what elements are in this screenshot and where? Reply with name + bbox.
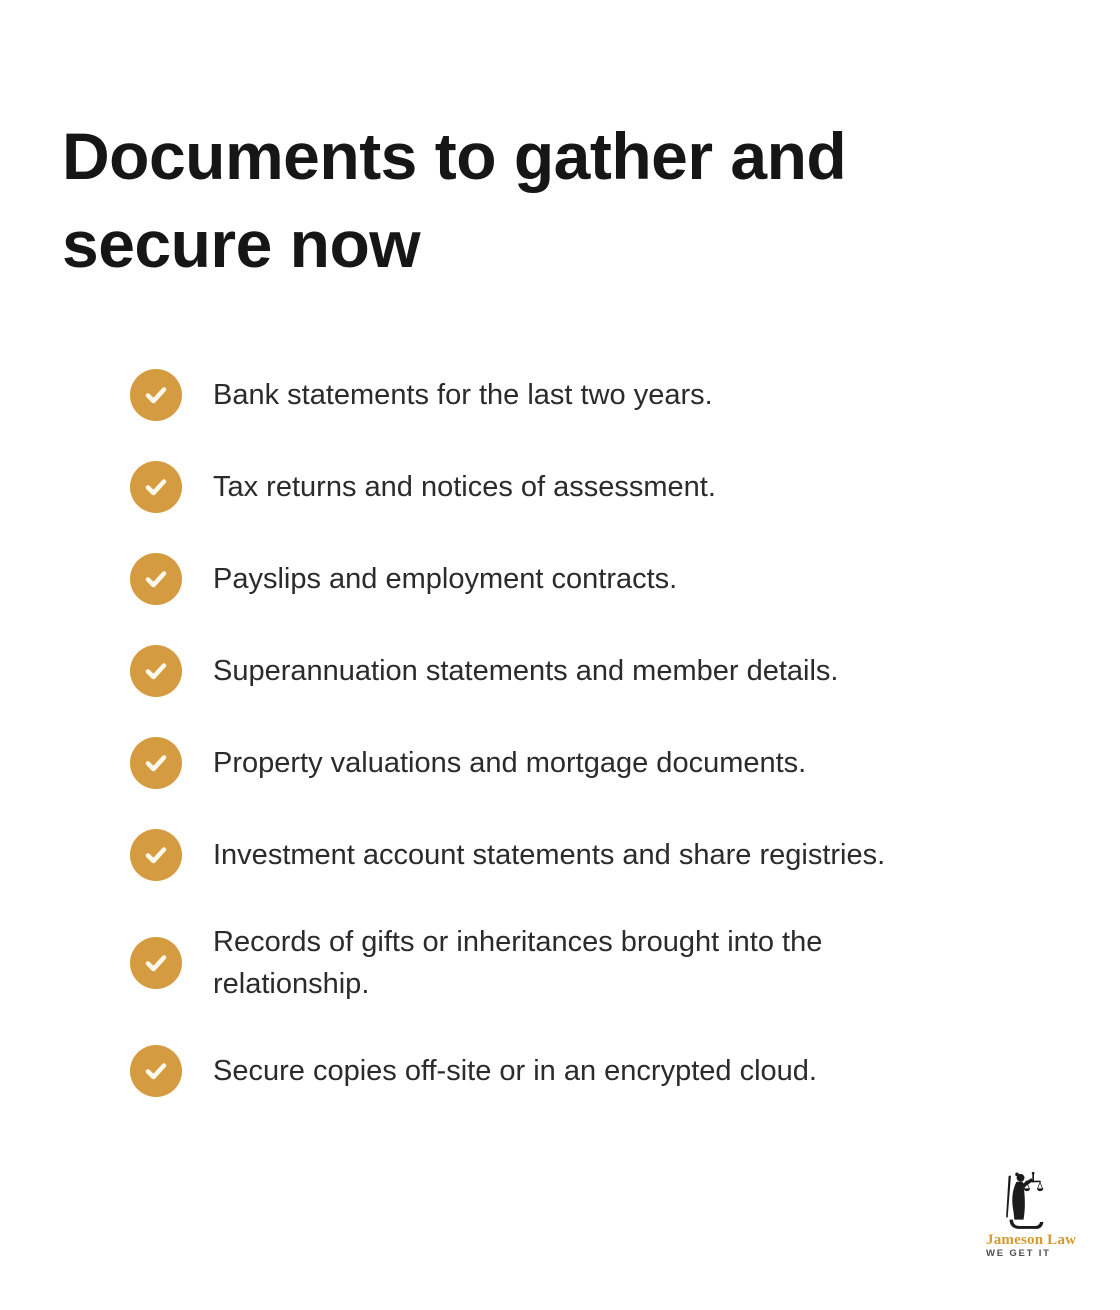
logo-tagline: WE GET IT — [986, 1248, 1051, 1259]
list-item — [130, 553, 1050, 605]
check-icon — [130, 1045, 182, 1097]
lady-justice-icon — [986, 1170, 1062, 1230]
list-item-label: Property valuations and mortgage documents. — [213, 747, 807, 779]
check-icon — [130, 369, 182, 421]
document-checklist — [130, 369, 1050, 1137]
check-icon — [130, 737, 182, 789]
list-item-label: Records of gifts or inheritances brought into the relationship. — [213, 926, 823, 1000]
list-item-label: Payslips and employment contracts. — [213, 563, 678, 595]
list-item — [130, 369, 1050, 421]
list-item-label: Superannuation statements and member details. — [213, 655, 839, 687]
list-item-label: Secure copies off-site or in an encrypted cloud. — [213, 1055, 817, 1087]
check-icon — [130, 553, 182, 605]
list-item — [130, 645, 1050, 697]
check-icon — [130, 937, 182, 989]
list-item — [130, 461, 1050, 513]
list-item — [130, 1045, 1050, 1097]
list-item — [130, 737, 1050, 789]
check-icon — [130, 645, 182, 697]
list-item-label: Tax returns and notices of assessment. — [213, 471, 716, 503]
list-item-label: Investment account statements and share registries. — [213, 839, 886, 871]
page-title: Documents to gather and secure now — [62, 119, 847, 281]
check-icon — [130, 829, 182, 881]
list-item — [130, 921, 1050, 1005]
list-item — [130, 829, 1050, 881]
logo-name: Jameson Law — [986, 1232, 1077, 1248]
check-icon — [130, 461, 182, 513]
jameson-law-logo — [986, 1170, 1077, 1260]
list-item-label: Bank statements for the last two years. — [213, 379, 713, 411]
